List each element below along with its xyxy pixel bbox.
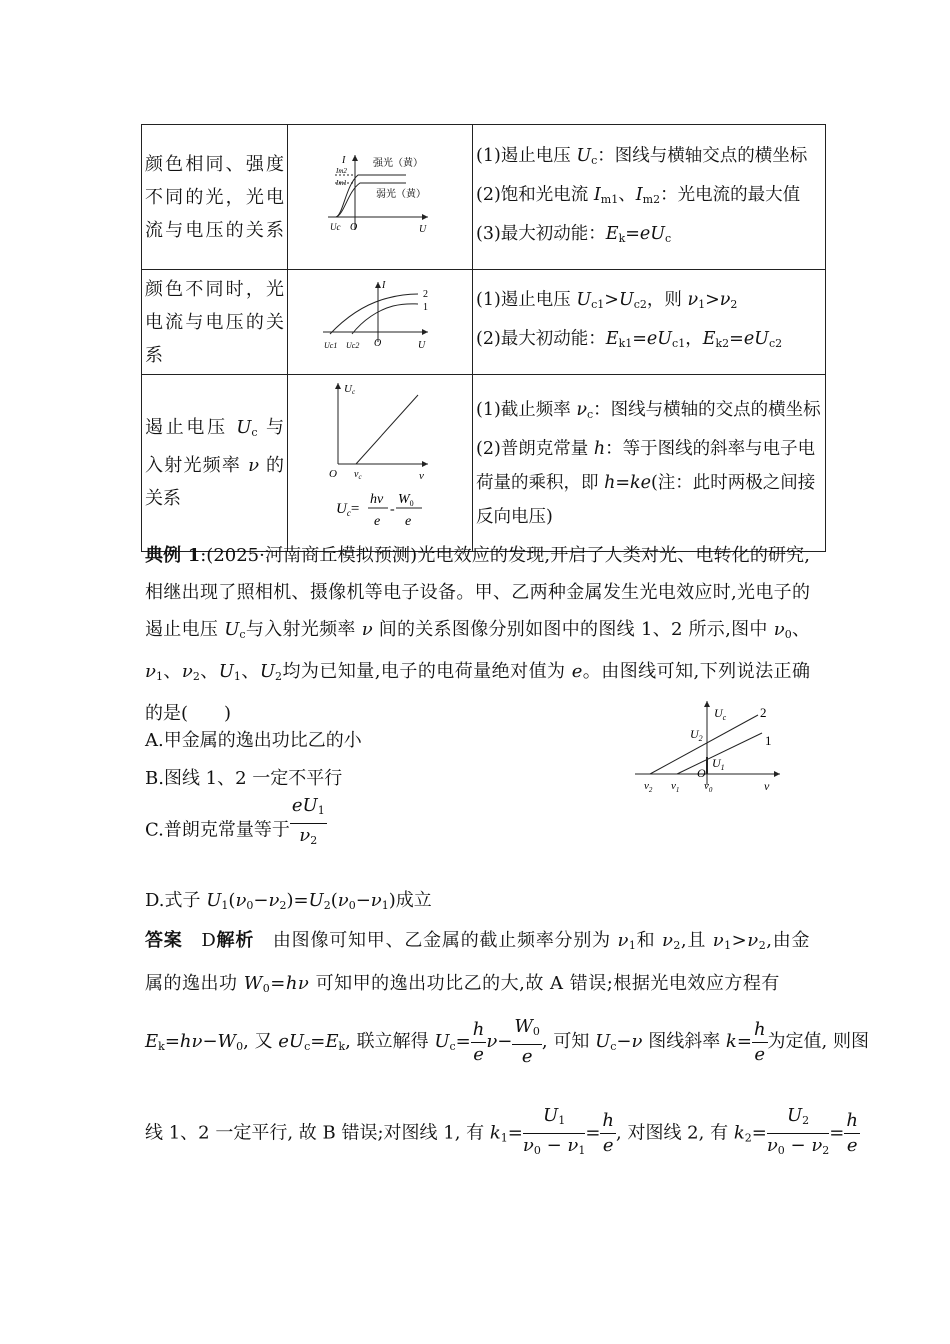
origin-label: O: [329, 468, 337, 480]
origin-label: O: [374, 338, 382, 349]
example-question: 典例 1:(2025·河南商丘模拟预测)光电效应的发现,开启了人类对光、电转化的研究,相继出现了照相机、摄像机等电子设备。甲、乙两种金属发生光电效应时,光电子的遏止电压 $U_c$与入射光频率 ν 间的关系图像分别如图中的图线 1、2 所示,图中 $\nu_0$、$\nu_1$、$\nu_2$、$U_1$、$U_2$均为已知量,电子的电荷量绝对值为 e。由图线可知,下列说法正确的是( ): [145, 545, 811, 724]
option-a: A.甲金属的逸出功比乙的小: [145, 730, 362, 751]
answer-analysis: 答案 D解析 由图像可知甲、乙金属的截止频率分别为 $\nu_1$和 $\nu_2$,且 $\nu_1>\nu_2$,由金属的逸出功 $W_0=h\nu$ 可知甲的逸出功比乙的大,故 A 错误;根据光电效应方程有: [145, 930, 810, 995]
axis-nu-label: ν: [419, 470, 424, 482]
origin-label: O: [697, 766, 706, 780]
uc2-label: Uc2: [346, 341, 360, 350]
nu-c-label: $\nu_c$: [354, 469, 362, 481]
origin-label: O: [350, 222, 358, 233]
svg-text:-: -: [390, 502, 395, 517]
table-row: [142, 375, 826, 552]
curve-2-label: 2: [423, 289, 428, 300]
table-row: [142, 125, 826, 270]
line-1-label: 1: [765, 733, 772, 748]
strong-light-label: 强光（黄）: [373, 158, 423, 169]
example-figure: [630, 695, 790, 800]
row-notes: (1)遏止电压 $U_{c1}>U_{c2}$，则 $\nu_1>\nu_2$ (2)最大初动能：$E_{k1}=eU_{c1}$，$E_{k2}=eU_{c2}$: [473, 270, 826, 375]
intensity-iu-graph: [288, 125, 472, 265]
row-heading: 遏止电压 $U_c$ 与 入射光频率 ν 的 关系: [142, 375, 288, 552]
formula: $U_c=$: [336, 501, 360, 518]
axis-i-label: I: [382, 280, 386, 291]
uc-nu-graph: [288, 375, 472, 547]
axis-nu-label: ν: [764, 779, 770, 793]
answer-line-4: 线 1、2 一定平行, 故 B 错误;对图线 1, 有 $k_1=$ $\frac{U_1}{\nu_0 - \nu_1}$ = $\frac{h}{e}$ , 对图线 2, 有 $k_2=$ $\frac{U_2}{\nu_0 - \nu_2}$ = $\frac{h}{e}$: [145, 1105, 858, 1157]
row-heading: 颜色不同时，光电流与电压的关系: [142, 270, 288, 375]
nu1-label: $\nu_1$: [671, 780, 680, 794]
axis-uc-label: $U_c$: [714, 706, 727, 722]
option-c: C.普朗克常量等于 $\frac{eU_1}{\nu_2}$: [145, 795, 325, 847]
nu0-label: $\nu_0$: [704, 780, 713, 794]
nu2-label: $\nu_2$: [644, 780, 653, 794]
row-notes: (1)遏止电压 $U_c$：图线与横轴交点的横坐标 (2)饱和光电流 $I_{m1}$、$I_{m2}$：光电流的最大值 (3)最大初动能：$E_k=eU_c$: [473, 125, 826, 270]
axis-u-label: U: [418, 340, 426, 351]
im2-label: Im2: [336, 167, 347, 175]
axis-u-label: U: [419, 224, 427, 235]
frequency-graph-cell: [288, 375, 473, 552]
answer-line-3: $E_k=h\nu-W_0$, 又 $eU_c=E_k$, 联立解得 $U_c=$ $\frac{h}{e}$ ν− $\frac{W_0}{e}$ , 可知 $U_c-\nu$ 图线斜率 k= $\frac{h}{e}$ 为定值, 则图: [145, 1016, 869, 1067]
table-row: [142, 270, 826, 375]
curve-1-label: 1: [423, 302, 428, 313]
svg-text:e: e: [374, 514, 381, 529]
u1-label: $U_1$: [712, 756, 725, 772]
summary-table: [141, 124, 826, 552]
row-notes: (1)截止频率 $\nu_c$：图线与横轴的交点的横坐标 (2)普朗克常量 h：等于图线的斜率与电子电荷量的乘积，即 h=ke(注：此时两极之间接反向电压): [473, 375, 826, 552]
uc-label: Uc: [330, 222, 341, 232]
uc1-label: Uc1: [324, 341, 338, 350]
svg-text:e: e: [405, 514, 412, 529]
u2-label: $U_2$: [690, 727, 703, 743]
color-iu-graph: [288, 270, 472, 370]
svg-text:W0: $W_0$: [398, 492, 414, 508]
intensity-graph-cell: [288, 125, 473, 270]
row-heading: 颜色相同、强度不同的光，光电流与电压的关系: [142, 125, 288, 270]
svg-text:hν: hν: [370, 492, 384, 507]
option-b: B.图线 1、2 一定不平行: [145, 768, 343, 789]
color-graph-cell: [288, 270, 473, 375]
axis-i-label: I: [342, 155, 346, 166]
line-2-label: 2: [760, 705, 767, 720]
axis-uc-label: Uc: [344, 383, 356, 396]
option-d: D.式子 $U_1(\nu_0-\nu_2)=U_2(\nu_0-\nu_1)$成立: [145, 890, 432, 912]
im1-label: Im1: [336, 179, 347, 187]
weak-light-label: 弱光（黄）: [376, 189, 426, 200]
